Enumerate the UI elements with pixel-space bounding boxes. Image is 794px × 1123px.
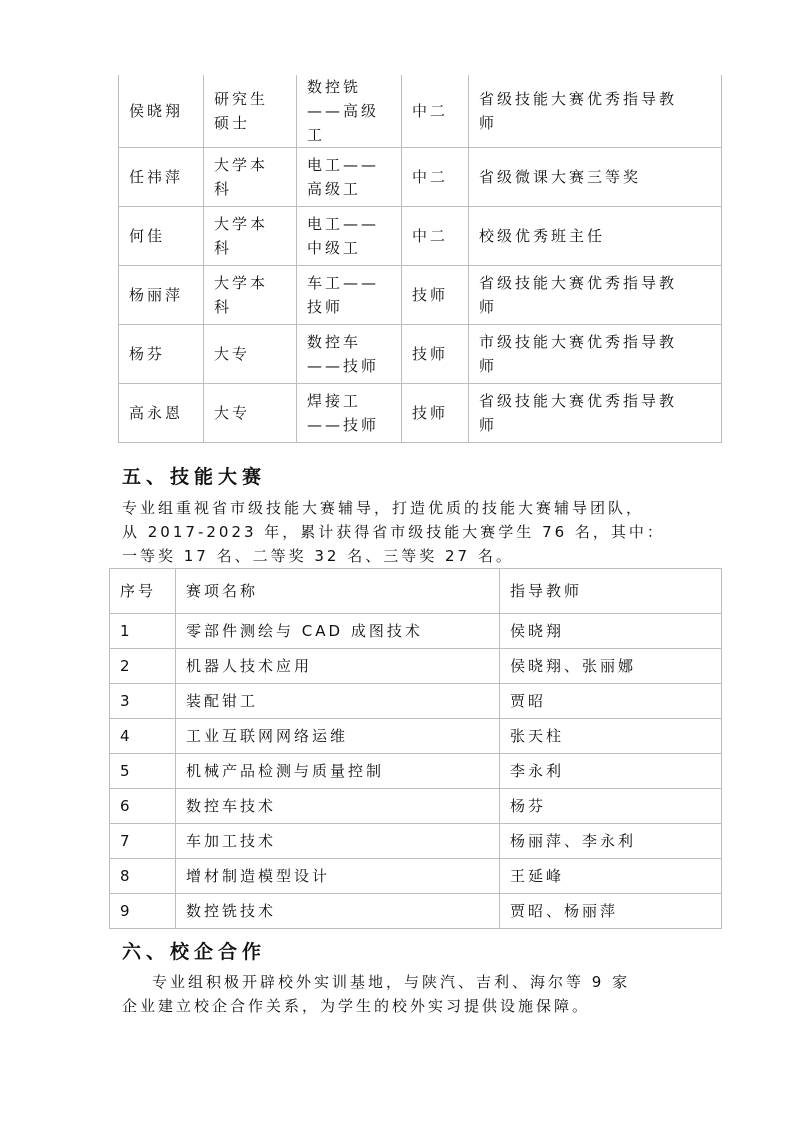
competition-cell: 6 (110, 789, 176, 824)
staff-row (119, 207, 722, 266)
competition-row (110, 894, 722, 929)
competition-row (110, 824, 722, 859)
staff-cell-skill: 焊接工 ——技师 (297, 384, 402, 443)
competition-cell: 1 (110, 614, 176, 649)
competition-cell: 机器人技术应用 (176, 649, 500, 684)
staff-cell-name: 侯晓翔 (119, 75, 204, 148)
competition-cell: 张天柱 (500, 719, 722, 754)
competition-header-cell: 序号 (110, 569, 176, 614)
staff-cell-degree: 大学本 科 (204, 148, 297, 207)
competition-cell: 贾昭 (500, 684, 722, 719)
staff-cell-name: 何佳 (119, 207, 204, 266)
competition-cell: 侯晓翔、张丽娜 (500, 649, 722, 684)
competition-cell: 数控车技术 (176, 789, 500, 824)
competition-cell: 车加工技术 (176, 824, 500, 859)
competition-header-cell: 赛项名称 (176, 569, 500, 614)
staff-row (119, 266, 722, 325)
competition-row (110, 719, 722, 754)
competition-cell: 增材制造模型设计 (176, 859, 500, 894)
competition-cell: 8 (110, 859, 176, 894)
competition-row (110, 614, 722, 649)
staff-cell-name: 杨芬 (119, 325, 204, 384)
staff-cell-title: 中二 (402, 148, 469, 207)
staff-cell-degree: 大学本 科 (204, 266, 297, 325)
section6-line1: 专业组积极开辟校外实训基地，与陕汽、吉利、海尔等 9 家 (152, 973, 631, 991)
staff-cell-award: 省级微课大赛三等奖 (469, 148, 722, 207)
competition-row (110, 754, 722, 789)
staff-cell-title: 技师 (402, 266, 469, 325)
competition-row (110, 649, 722, 684)
staff-row (119, 75, 722, 148)
staff-cell-title: 技师 (402, 325, 469, 384)
staff-cell-award: 省级技能大赛优秀指导教 师 (469, 75, 722, 148)
staff-cell-skill: 数控车 ——技师 (297, 325, 402, 384)
staff-cell-award: 校级优秀班主任 (469, 207, 722, 266)
competition-cell: 装配钳工 (176, 684, 500, 719)
staff-cell-name: 高永恩 (119, 384, 204, 443)
competition-cell: 机械产品检测与质量控制 (176, 754, 500, 789)
competition-table (109, 568, 722, 929)
staff-cell-degree: 大专 (204, 384, 297, 443)
staff-cell-award: 市级技能大赛优秀指导教 师 (469, 325, 722, 384)
staff-cell-title: 技师 (402, 384, 469, 443)
section5-line2: 从 2017-2023 年，累计获得省市级技能大赛学生 76 名，其中： (122, 523, 665, 541)
competition-cell: 数控铣技术 (176, 894, 500, 929)
staff-cell-title: 中二 (402, 207, 469, 266)
staff-row (119, 384, 722, 443)
competition-row (110, 859, 722, 894)
competition-cell: 3 (110, 684, 176, 719)
competition-cell: 工业互联网网络运维 (176, 719, 500, 754)
section5-heading: 五、技能大赛 (122, 466, 267, 488)
competition-cell: 4 (110, 719, 176, 754)
section5-paragraph (122, 496, 762, 568)
staff-cell-skill: 数控铣 ——高级 工 (297, 75, 402, 148)
section6-heading: 六、校企合作 (122, 941, 267, 963)
competition-cell: 杨丽萍、李永利 (500, 824, 722, 859)
staff-row (119, 325, 722, 384)
staff-cell-name: 杨丽萍 (119, 266, 204, 325)
competition-cell: 侯晓翔 (500, 614, 722, 649)
staff-cell-name: 任祎萍 (119, 148, 204, 207)
competition-cell: 贾昭、杨丽萍 (500, 894, 722, 929)
competition-header-row (110, 569, 722, 614)
section5-line1: 专业组重视省市级技能大赛辅导，打造优质的技能大赛辅导团队， (122, 499, 645, 517)
competition-cell: 李永利 (500, 754, 722, 789)
competition-cell: 零部件测绘与 CAD 成图技术 (176, 614, 500, 649)
staff-row (119, 148, 722, 207)
section6-paragraph (122, 970, 742, 1018)
staff-cell-title: 中二 (402, 75, 469, 148)
competition-row (110, 684, 722, 719)
staff-table (118, 75, 722, 443)
section5-line3: 一等奖 17 名、二等奖 32 名、三等奖 27 名。 (122, 547, 514, 565)
staff-cell-degree: 研究生 硕士 (204, 75, 297, 148)
staff-cell-award: 省级技能大赛优秀指导教 师 (469, 384, 722, 443)
competition-cell: 2 (110, 649, 176, 684)
competition-cell: 5 (110, 754, 176, 789)
staff-cell-degree: 大学本 科 (204, 207, 297, 266)
staff-cell-skill: 电工—— 中级工 (297, 207, 402, 266)
competition-cell: 9 (110, 894, 176, 929)
competition-header-cell: 指导教师 (500, 569, 722, 614)
staff-cell-degree: 大专 (204, 325, 297, 384)
staff-cell-skill: 车工—— 技师 (297, 266, 402, 325)
staff-cell-award: 省级技能大赛优秀指导教 师 (469, 266, 722, 325)
competition-cell: 王延峰 (500, 859, 722, 894)
competition-cell: 杨芬 (500, 789, 722, 824)
competition-cell: 7 (110, 824, 176, 859)
staff-cell-skill: 电工—— 高级工 (297, 148, 402, 207)
competition-row (110, 789, 722, 824)
section6-line2: 企业建立校企合作关系，为学生的校外实习提供设施保障。 (122, 997, 591, 1015)
